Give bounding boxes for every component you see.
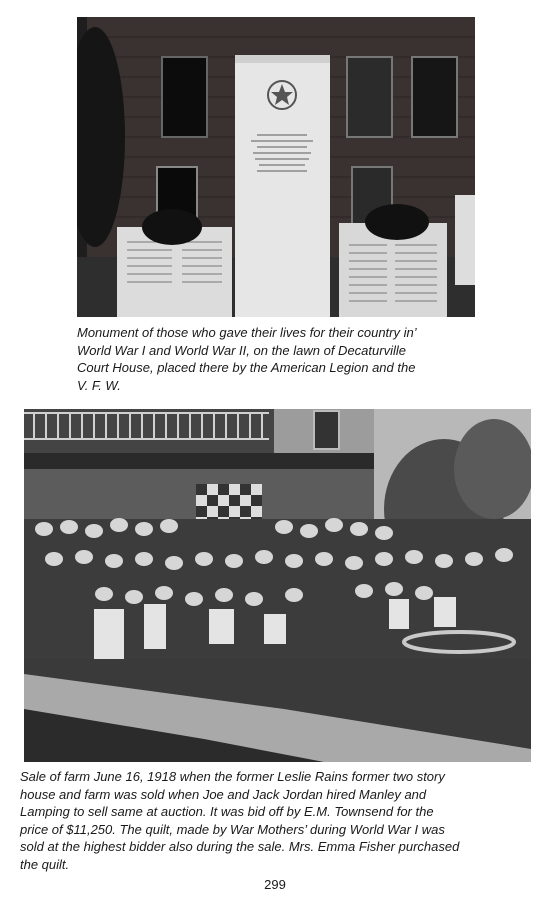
page-number: 299 bbox=[264, 877, 286, 892]
farm-sale-photo bbox=[24, 409, 531, 762]
farm-sale-caption: Sale of farm June 16, 1918 when the former Leslie Rains former two story house and farm was sold when Joe and Jack Jordan hired Manley and Lamping to sell same at auction. It was bid off by E.M. Townsend for the price of $11,250. The quilt, made by War Mothers’ during World War I was sold at the highest bidder also during the sale. Mrs. Emma Fisher purchased the quilt. bbox=[20, 769, 460, 872]
monument-caption: Monument of those who gave their lives for their country in’ World War I and World War II, on the lawn of Decaturville Court House, placed there by the American Legion and the V. F. W. bbox=[77, 325, 417, 393]
monument-photo-drawing bbox=[77, 17, 475, 317]
monument-photo bbox=[77, 17, 475, 317]
farm-sale-photo-drawing bbox=[24, 409, 531, 762]
